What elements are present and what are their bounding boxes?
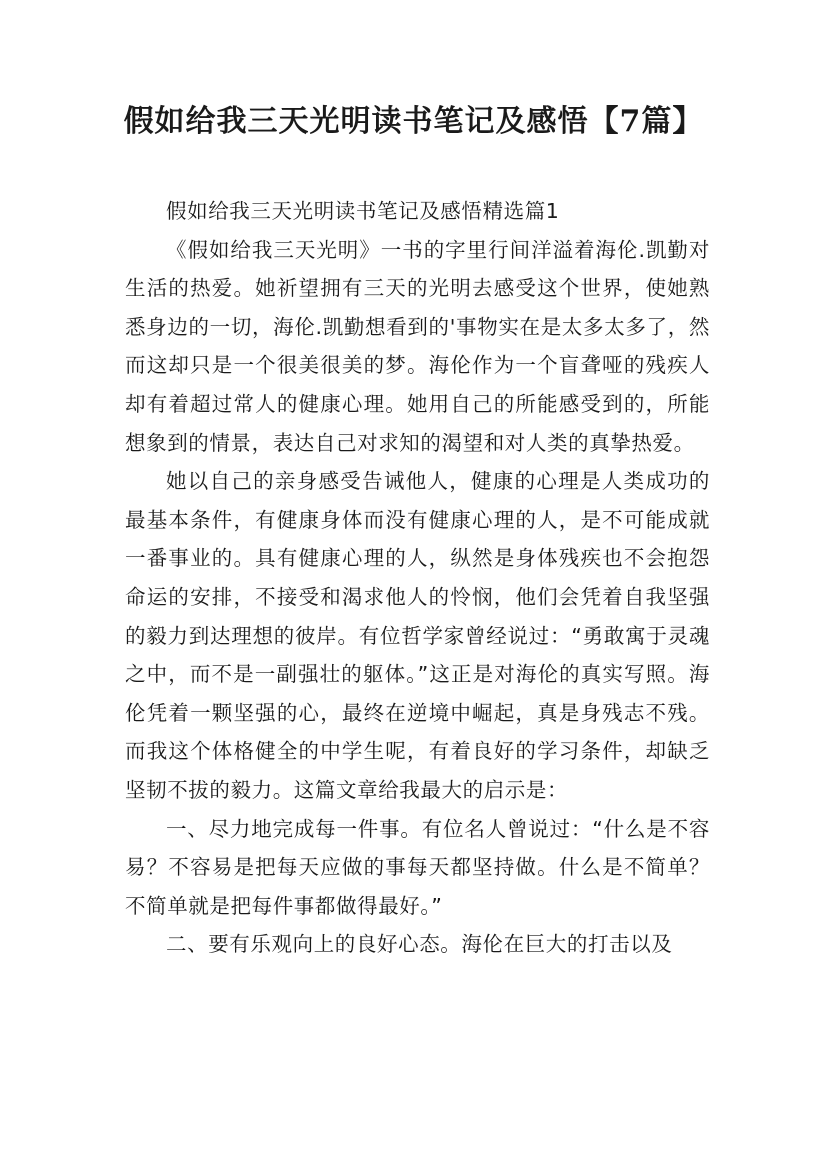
- paragraph-4: 二、要有乐观向上的良好心态。海伦在巨大的打击以及: [166, 932, 673, 957]
- paragraph-2: 她以自己的亲身感受告诫他人，健康的心理是人类成功的最基本条件，有健康身体而没有健康心理的人，是不可能成就一番事业的。具有健康心理的人，纵然是身体残疾也不会抱怨命运的安排，不接受和渴求他人的怜悯，他们会凭着自我坚强的毅力到达理想的彼岸。有位哲学家曾经说过：“勇敢寓于灵魂之中，而不是一副强壮的躯体。”这正是对海伦的真实写照。海伦凭着一颗坚强的心，最终在逆境中崛起，真是身残志不残。而我这个体格健全的中学生呢，有着良好的学习条件，却缺乏坚韧不拔的毅力。这篇文章给我最大的启示是：: [125, 469, 710, 802]
- paragraph-3: 一、尽力地完成每一件事。有位名人曾说过：“什么是不容易？不容易是把每天应做的事每天都坚持做。什么是不简单？不简单就是把每件事都做得最好。”: [125, 816, 710, 918]
- paragraph-1: 《假如给我三天光明》一书的字里行间洋溢着海伦.凯勤对生活的热爱。她祈望拥有三天的光明去感受这个世界，使她熟悉身边的一切，海伦.凯勤想看到的'事物实在是太多太多了，然而这却只是一个很美很美的梦。海伦作为一个盲聋哑的残疾人却有着超过常人的健康心理。她用自己的所能感受到的，所能想象到的情景，表达自己对求知的渴望和对人类的真挚热爱。: [125, 237, 710, 455]
- section-heading: 假如给我三天光明读书笔记及感悟精选篇1: [166, 199, 560, 223]
- document-title: 假如给我三天光明读书笔记及感悟【7篇】: [123, 104, 704, 139]
- document-body: [125, 192, 710, 964]
